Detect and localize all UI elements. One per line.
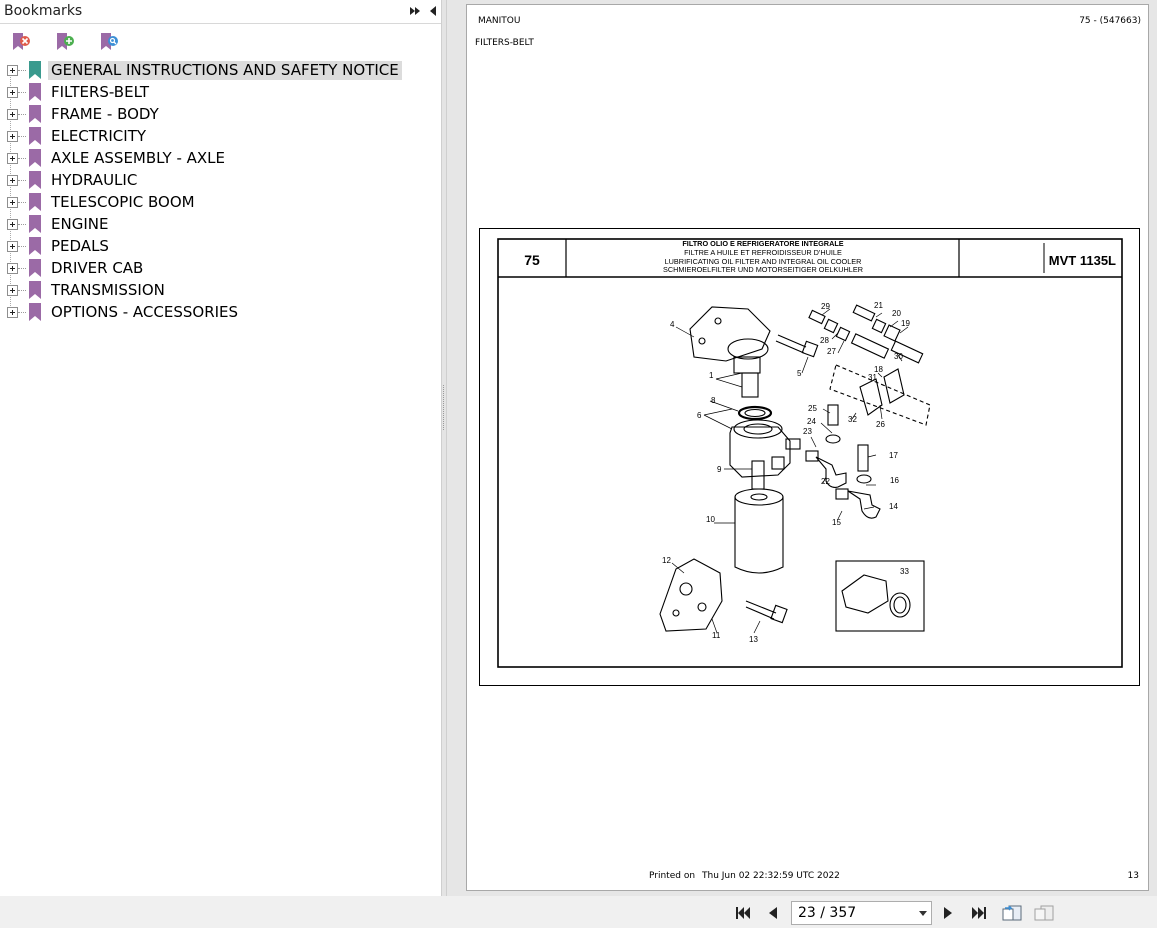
parts-diagram	[479, 228, 1140, 686]
callout-26: 26	[876, 420, 885, 429]
callout-4: 4	[670, 320, 675, 329]
callout-27: 27	[827, 347, 836, 356]
first-page-icon[interactable]	[733, 904, 753, 922]
page-header-right: 75 - (547663)	[1079, 16, 1141, 26]
expand-toggle-icon[interactable]	[7, 175, 18, 186]
collapse-panel-icon[interactable]	[426, 4, 440, 18]
bookmark-icon	[28, 302, 42, 322]
bookmark-item-engine[interactable]	[0, 213, 441, 235]
tree-connector	[18, 70, 26, 71]
bookmark-icon	[28, 192, 42, 212]
footer-printed-label: Printed on	[649, 871, 696, 881]
callout-14: 14	[889, 502, 898, 511]
bookmark-icon	[28, 126, 42, 146]
expand-toggle-icon[interactable]	[7, 109, 18, 120]
bookmark-label: FILTERS-BELT	[51, 83, 150, 101]
expand-panel-icon[interactable]	[408, 4, 422, 18]
tree-connector	[18, 312, 26, 313]
callout-19: 19	[901, 319, 910, 328]
bookmarks-header	[0, 0, 441, 24]
bookmarks-panel	[0, 0, 441, 896]
callout-6: 6	[697, 411, 702, 420]
expand-toggle-icon[interactable]	[7, 241, 18, 252]
bookmark-icon	[28, 104, 42, 124]
splitter-grip[interactable]	[443, 385, 445, 430]
callout-leaders	[672, 309, 908, 633]
bookmarks-title: Bookmarks	[4, 3, 83, 19]
bookmark-icon	[28, 170, 42, 190]
diagram-title-en: LUBRIFICATING OIL FILTER AND INTEGRAL OIL COOLER	[664, 256, 862, 266]
tree-connector	[18, 158, 26, 159]
diagram-titles	[568, 240, 958, 275]
callout-10: 10	[706, 515, 715, 524]
add-bookmark-icon[interactable]	[53, 30, 77, 54]
parts-diagram-drawing	[480, 229, 1139, 685]
bookmark-item-general-instructions[interactable]	[0, 59, 441, 81]
bookmark-icon	[28, 82, 42, 102]
callout-32: 32	[848, 415, 857, 424]
page-section-title: FILTERS-BELT	[475, 38, 534, 48]
callout-13: 13	[749, 635, 758, 644]
expand-toggle-icon[interactable]	[7, 65, 18, 76]
bookmark-item-transmission[interactable]	[0, 279, 441, 301]
callout-9: 9	[717, 465, 722, 474]
expand-toggle-icon[interactable]	[7, 153, 18, 164]
bookmark-label: OPTIONS - ACCESSORIES	[51, 303, 239, 321]
filter-head-drawing	[660, 305, 930, 631]
bookmark-icon	[28, 236, 42, 256]
bookmark-label: DRIVER CAB	[51, 259, 144, 277]
page-number-select[interactable]	[791, 901, 932, 925]
bookmark-label: AXLE ASSEMBLY - AXLE	[51, 149, 226, 167]
bookmark-label: ENGINE	[51, 215, 109, 233]
diagram-number: 75	[524, 252, 540, 268]
diagram-title-de: SCHMIEROELFILTER UND MOTORSEITIGER OELKUHLER	[662, 265, 864, 275]
expand-toggle-icon[interactable]	[7, 307, 18, 318]
callout-21: 21	[874, 301, 883, 310]
bookmark-label: TRANSMISSION	[51, 281, 165, 299]
callout-11: 11	[712, 631, 721, 640]
bookmark-label: HYDRAULIC	[51, 171, 138, 189]
callout-17: 17	[889, 451, 898, 460]
bookmark-item-pedals[interactable]	[0, 235, 441, 257]
next-page-icon[interactable]	[938, 904, 958, 922]
bookmark-item-options-accessories[interactable]	[0, 301, 441, 323]
page-number-display: 23 / 357	[798, 905, 857, 921]
bookmark-item-driver-cab[interactable]	[0, 257, 441, 279]
bookmark-label: TELESCOPIC BOOM	[51, 193, 195, 211]
previous-page-icon[interactable]	[763, 904, 783, 922]
bookmark-icon	[28, 280, 42, 300]
expand-toggle-icon[interactable]	[7, 285, 18, 296]
bookmark-icon	[28, 214, 42, 234]
document-viewport[interactable]	[447, 0, 1157, 896]
diagram-model: MVT 1135L	[1048, 253, 1116, 268]
callout-29: 29	[821, 302, 830, 311]
tree-connector	[18, 136, 26, 137]
tree-connector	[18, 268, 26, 269]
bookmark-item-electricity[interactable]	[0, 125, 441, 147]
bookmarks-list	[0, 59, 441, 323]
bookmark-item-telescopic-boom[interactable]	[0, 191, 441, 213]
expand-toggle-icon[interactable]	[7, 219, 18, 230]
bookmark-icon	[28, 148, 42, 168]
callout-31: 31	[868, 373, 877, 382]
callout-25: 25	[808, 404, 817, 413]
chevron-down-icon[interactable]	[919, 911, 927, 916]
expand-toggle-icon[interactable]	[7, 87, 18, 98]
delete-bookmark-icon[interactable]	[9, 30, 33, 54]
diagram-title-it: FILTRO OLIO E REFRIGERATORE INTEGRALE	[682, 239, 844, 248]
footer-printed-date: Thu Jun 02 22:32:59 UTC 2022	[702, 871, 840, 881]
tree-connector	[18, 224, 26, 225]
bookmark-item-frame-body[interactable]	[0, 103, 441, 125]
last-page-icon[interactable]	[969, 904, 989, 922]
tree-connector	[18, 114, 26, 115]
callout-18: 18	[874, 365, 883, 374]
bookmark-item-axle-assembly[interactable]	[0, 147, 441, 169]
bookmark-label: PEDALS	[51, 237, 109, 255]
callout-23: 23	[803, 427, 812, 436]
expand-toggle-icon[interactable]	[7, 131, 18, 142]
bookmark-label: GENERAL INSTRUCTIONS AND SAFETY NOTICE	[48, 61, 402, 80]
bookmark-item-filters-belt[interactable]	[0, 81, 441, 103]
callout-5: 5	[797, 369, 802, 378]
tree-connector	[18, 246, 26, 247]
find-bookmark-icon[interactable]	[97, 30, 121, 54]
callout-24: 24	[807, 417, 816, 426]
pdf-page	[466, 4, 1149, 891]
callout-28: 28	[820, 336, 829, 345]
callout-33: 33	[900, 567, 909, 576]
callout-15: 15	[832, 518, 841, 527]
next-view-icon[interactable]	[1033, 904, 1055, 922]
callout-22: 22	[821, 477, 830, 486]
bookmark-label: ELECTRICITY	[51, 127, 147, 145]
bookmark-icon	[28, 258, 42, 278]
expand-toggle-icon[interactable]	[7, 263, 18, 274]
bookmarks-toolbar	[0, 26, 441, 58]
tree-connector	[18, 202, 26, 203]
diagram-title-fr: FILTRE A HUILE ET REFROIDISSEUR D'HUILE	[684, 247, 842, 257]
callout-20: 20	[892, 309, 901, 318]
callout-16: 16	[890, 476, 899, 485]
tree-connector	[18, 290, 26, 291]
page-navigation-bar	[0, 896, 1157, 928]
bookmark-label: FRAME - BODY	[51, 105, 159, 123]
callout-30: 30	[894, 352, 903, 361]
diagram-title-block	[498, 239, 1122, 279]
tree-connector	[18, 92, 26, 93]
bookmark-item-hydraulic[interactable]	[0, 169, 441, 191]
bookmark-icon	[28, 60, 42, 80]
previous-view-icon[interactable]	[1001, 904, 1023, 922]
callout-1: 1	[709, 371, 714, 380]
expand-toggle-icon[interactable]	[7, 197, 18, 208]
callout-12: 12	[662, 556, 671, 565]
footer-page-number: 13	[1127, 871, 1139, 881]
tree-connector	[18, 180, 26, 181]
page-header-left: MANITOU	[478, 16, 521, 26]
callout-8: 8	[711, 396, 716, 405]
